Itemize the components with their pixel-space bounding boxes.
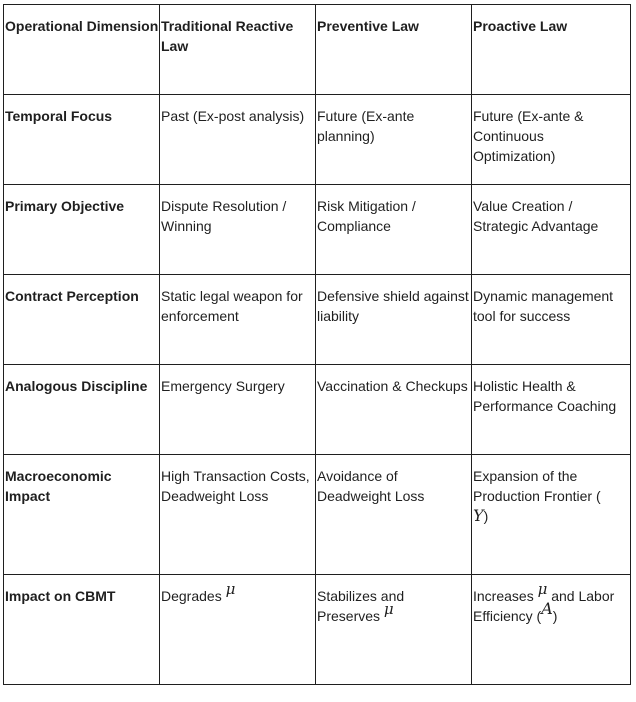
header-cell: Operational Dimension bbox=[4, 5, 160, 95]
table-row bbox=[4, 365, 631, 455]
reactive-cell: Emergency Surgery bbox=[160, 365, 316, 455]
mu-symbol: μ bbox=[537, 580, 548, 598]
proactive-cell bbox=[472, 455, 631, 575]
comparison-table bbox=[3, 4, 631, 685]
proactive-text: and Labor bbox=[551, 588, 615, 604]
preventive-cell: Defensive shield against liability bbox=[316, 275, 472, 365]
mu-symbol: μ bbox=[225, 580, 236, 598]
preventive-cell: Vaccination & Checkups bbox=[316, 365, 472, 455]
reactive-cell bbox=[160, 575, 316, 685]
dimension-cell: Macroeconomic Impact bbox=[4, 455, 160, 575]
table-row bbox=[4, 455, 631, 575]
reactive-cell: Past (Ex-post analysis) bbox=[160, 95, 316, 185]
table-row bbox=[4, 575, 631, 685]
header-row bbox=[4, 5, 631, 95]
proactive-cell: Future (Ex-ante & Continuous Optimization) bbox=[472, 95, 631, 185]
close-paren: ) bbox=[483, 508, 489, 524]
proactive-text: Expansion of the Production Frontier ( bbox=[473, 468, 601, 504]
preventive-cell: Risk Mitigation / Compliance bbox=[316, 185, 472, 275]
table-row bbox=[4, 185, 631, 275]
preventive-text: Preserves bbox=[317, 608, 381, 624]
a-symbol: A bbox=[541, 599, 553, 618]
proactive-cell: Dynamic management tool for success bbox=[472, 275, 631, 365]
close-paren: ) bbox=[552, 608, 558, 624]
header-cell: Traditional Reactive Law bbox=[160, 5, 316, 95]
mu-symbol: μ bbox=[383, 600, 394, 618]
reactive-cell: Static legal weapon for enforcement bbox=[160, 275, 316, 365]
table-row bbox=[4, 95, 631, 185]
preventive-text: Stabilizes and bbox=[317, 588, 405, 604]
preventive-cell: Avoidance of Deadweight Loss bbox=[316, 455, 472, 575]
proactive-cell: Holistic Health & Performance Coaching bbox=[472, 365, 631, 455]
header-cell: Preventive Law bbox=[316, 5, 472, 95]
y-symbol: Y bbox=[473, 506, 484, 525]
dimension-cell: Temporal Focus bbox=[4, 95, 160, 185]
dimension-cell: Primary Objective bbox=[4, 185, 160, 275]
dimension-cell: Analogous Discipline bbox=[4, 365, 160, 455]
header-cell: Proactive Law bbox=[472, 5, 631, 95]
preventive-cell bbox=[316, 575, 472, 685]
proactive-cell: Value Creation / Strategic Advantage bbox=[472, 185, 631, 275]
reactive-cell: High Transaction Costs, Deadweight Loss bbox=[160, 455, 316, 575]
preventive-cell: Future (Ex-ante planning) bbox=[316, 95, 472, 185]
proactive-text: Efficiency ( bbox=[473, 608, 542, 624]
proactive-cell bbox=[472, 575, 631, 685]
table-row bbox=[4, 275, 631, 365]
reactive-cell: Dispute Resolution / Winning bbox=[160, 185, 316, 275]
reactive-text: Degrades bbox=[161, 588, 222, 604]
dimension-cell: Contract Perception bbox=[4, 275, 160, 365]
proactive-text: Increases bbox=[473, 588, 534, 604]
dimension-cell: Impact on CBMT bbox=[4, 575, 160, 685]
